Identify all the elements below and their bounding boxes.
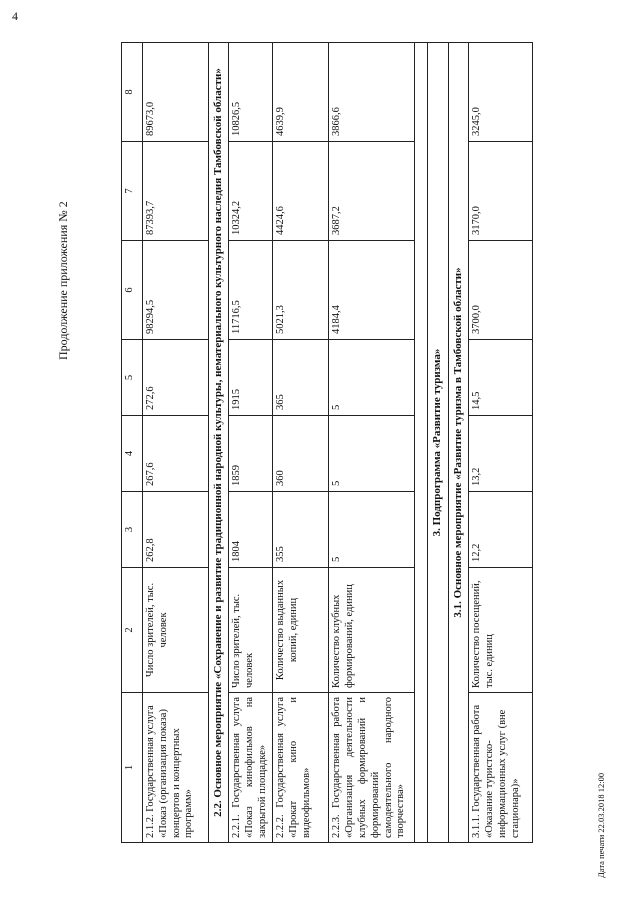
header-cell: 5 [122, 340, 143, 416]
header-cell: 3 [122, 492, 143, 568]
value-cell: 98294,5 [143, 241, 209, 340]
value-cell: 12,2 [469, 492, 533, 568]
table-row [273, 43, 329, 843]
row-name-cell: 2.2.2. Государственная услуга «Прокат кино и видеофильмов» [273, 693, 329, 843]
value-cell: 272,6 [143, 340, 209, 416]
header-cell: 7 [122, 142, 143, 241]
print-date: Дата печати 22.03.2018 12:00 [596, 772, 606, 878]
spacer-row [415, 43, 428, 843]
value-cell: 4639,9 [273, 43, 329, 142]
value-cell: 1915 [229, 340, 273, 416]
row-name-cell: 2.2.3. Государственная работа «Организация деятельности клубных формирований и формирований самодеятельного народного творчества» [329, 693, 415, 843]
value-cell: 10324,2 [229, 142, 273, 241]
spacer-cell [415, 43, 428, 843]
section-heading: 3. Подпрограмма «Развитие туризма» [428, 43, 448, 843]
value-cell: 14,5 [469, 340, 533, 416]
section-heading: 2.2. Основное мероприятие «Сохранение и развитие традиционной народной культуры, нематериального культурного наследия Тамбовской области» [209, 43, 229, 843]
value-cell: 3170,0 [469, 142, 533, 241]
value-cell: 1859 [229, 416, 273, 492]
value-cell: 13,2 [469, 416, 533, 492]
unit-cell: Количество выданных копий, единиц [273, 568, 329, 693]
value-cell: 3700,0 [469, 241, 533, 340]
section-row [428, 43, 448, 843]
table-row [143, 43, 209, 843]
value-cell: 3245,0 [469, 43, 533, 142]
value-cell: 3687,2 [329, 142, 415, 241]
row-name-cell: 2.2.1. Государственная услуга «Показ кинофильмов на закрытой площадке» [229, 693, 273, 843]
unit-cell: Количество клубных формирований, единиц [329, 568, 415, 693]
value-cell: 10826,5 [229, 43, 273, 142]
unit-cell: Число зрителей, тыс. человек [229, 568, 273, 693]
value-cell: 267,6 [143, 416, 209, 492]
program-table [121, 42, 533, 843]
table-row [329, 43, 415, 843]
section-row [448, 43, 468, 843]
section-heading: 3.1. Основное мероприятие «Развитие туризма в Тамбовской области» [448, 43, 468, 843]
appendix-subtitle: Продолжение приложения № 2 [56, 201, 70, 360]
table-row [229, 43, 273, 843]
value-cell: 87393,7 [143, 142, 209, 241]
header-cell: 4 [122, 416, 143, 492]
header-row [122, 43, 143, 843]
value-cell: 11716,5 [229, 241, 273, 340]
unit-cell: Количество посещений, тыс. единиц [469, 568, 533, 693]
row-name-cell: 2.1.2. Государственная услуга «Показ (организация показа) концертов и концертных программ» [143, 693, 209, 843]
header-cell: 2 [122, 568, 143, 693]
value-cell: 355 [273, 492, 329, 568]
value-cell: 4184,4 [329, 241, 415, 340]
header-cell: 1 [122, 693, 143, 843]
value-cell: 5021,3 [273, 241, 329, 340]
row-name-cell: 3.1.1. Государственная работа «Оказание туристско-информационных услуг (вне стационара)» [469, 693, 533, 843]
page-number: 4 [12, 9, 18, 23]
value-cell: 3866,6 [329, 43, 415, 142]
value-cell: 5 [329, 416, 415, 492]
table-row [469, 43, 533, 843]
value-cell: 89673,0 [143, 43, 209, 142]
value-cell: 360 [273, 416, 329, 492]
header-cell: 8 [122, 43, 143, 142]
section-row [209, 43, 229, 843]
value-cell: 5 [329, 340, 415, 416]
value-cell: 5 [329, 492, 415, 568]
value-cell: 1804 [229, 492, 273, 568]
unit-cell: Число зрителей, тыс. человек [143, 568, 209, 693]
value-cell: 4424,6 [273, 142, 329, 241]
header-cell: 6 [122, 241, 143, 340]
value-cell: 262,8 [143, 492, 209, 568]
value-cell: 365 [273, 340, 329, 416]
